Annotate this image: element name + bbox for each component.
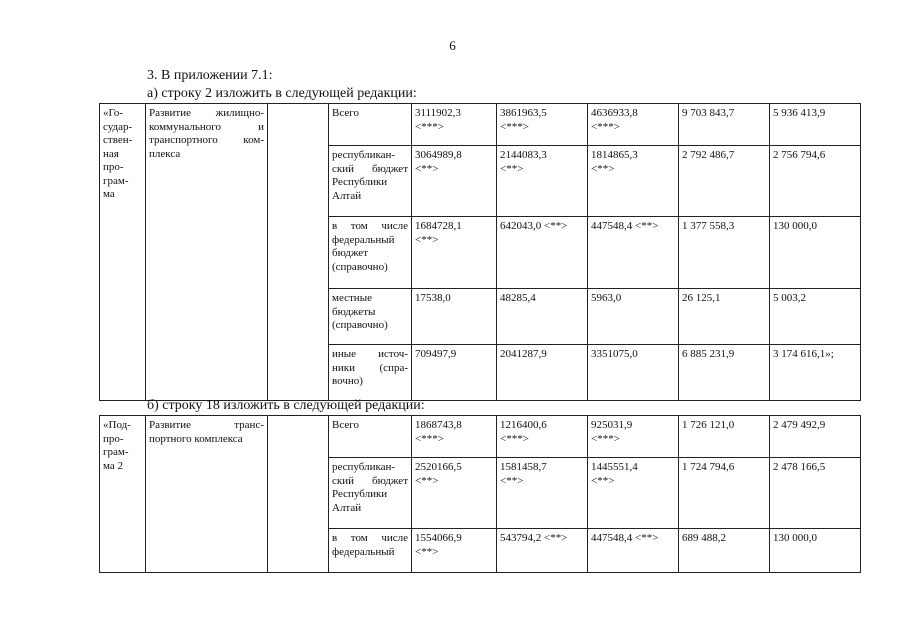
value-cell: 26 125,1 xyxy=(679,289,770,345)
table-row-2 xyxy=(99,103,861,401)
page-number: 6 xyxy=(449,38,456,53)
description-cell xyxy=(146,104,268,401)
cell-line: бюджеты xyxy=(332,305,376,318)
cell-line: Алтай xyxy=(332,501,362,514)
cell-line: 1581458,7 xyxy=(500,461,547,473)
cell-line: 447548,4 <**> xyxy=(591,532,659,544)
cell-line: Алтай xyxy=(332,189,362,202)
cell-line: 543794,2 <**> xyxy=(500,532,568,544)
cell-line: вочно) xyxy=(332,375,363,387)
cell-line: 642043,0 <**> xyxy=(500,220,568,232)
cell-line: <**> xyxy=(500,162,524,175)
cell-line: <***> xyxy=(591,120,620,133)
value-cell: 5 936 413,9 xyxy=(770,104,861,146)
value-cell xyxy=(412,416,497,458)
cell-line: <**> xyxy=(415,233,439,246)
cell-line: Республики xyxy=(332,176,388,188)
cell-line: Республики xyxy=(332,488,388,500)
cell-line: <**> xyxy=(591,474,615,487)
cell-line: <***> xyxy=(500,432,529,445)
cell-line: ствен- xyxy=(103,134,133,146)
table-row xyxy=(100,104,861,146)
cell-line: ма xyxy=(103,188,115,200)
funding-source-cell xyxy=(329,345,412,401)
cell-line: 3064989,8 xyxy=(415,149,462,161)
cell-line: федеральный xyxy=(332,233,395,246)
cell-line: ма 2 xyxy=(103,459,124,472)
cell-line: грам- xyxy=(103,446,129,458)
cell-line: 2041287,9 xyxy=(500,348,547,360)
cell-line: 925031,9 xyxy=(591,419,633,431)
value-cell: 5 003,2 xyxy=(770,289,861,345)
funding-source-cell xyxy=(329,217,412,289)
funding-source-cell xyxy=(329,458,412,529)
value-cell xyxy=(588,146,679,217)
value-cell xyxy=(588,458,679,529)
cell-line: Всего xyxy=(332,419,359,431)
cell-line: <***> xyxy=(415,120,444,133)
cell-line: «Под- xyxy=(103,419,131,431)
cell-line: 17538,0 xyxy=(415,292,451,304)
value-cell: 2 756 794,6 xyxy=(770,146,861,217)
value-cell xyxy=(497,217,588,289)
cell-line: судар- xyxy=(103,120,133,133)
cell-line: (справочно) xyxy=(332,319,388,331)
cell-line: <**> xyxy=(415,162,439,175)
value-cell: 2 478 166,5 xyxy=(770,458,861,529)
cell-line: 3111902,3 xyxy=(415,107,461,119)
value-cell: 2 479 492,9 xyxy=(770,416,861,458)
cell-line: 1554066,9 xyxy=(415,532,462,544)
funding-source-cell xyxy=(329,529,412,573)
cell-line: <***> xyxy=(500,120,529,133)
value-cell: 3 174 616,1»; xyxy=(770,345,861,401)
cell-line: 1814865,3 xyxy=(591,149,638,161)
value-cell: 1 377 558,3 xyxy=(679,217,770,289)
cell-line: 2520166,5 xyxy=(415,461,462,473)
cell-line: 3351075,0 xyxy=(591,348,638,360)
cell-line: Развитие транс- xyxy=(149,419,264,431)
value-cell xyxy=(497,345,588,401)
cell-line: 4636933,8 xyxy=(591,107,638,119)
funding-source-cell xyxy=(329,416,412,458)
value-cell xyxy=(412,217,497,289)
value-cell xyxy=(497,529,588,573)
cell-line: 48285,4 xyxy=(500,292,536,304)
cell-line: 709497,9 xyxy=(415,348,457,360)
cell-line: плекса xyxy=(149,147,181,160)
cell-line: «Го- xyxy=(103,107,124,119)
part-a-heading: а) строку 2 изложить в следующей редакции: xyxy=(147,86,417,101)
cell-line: республикан- xyxy=(332,149,396,161)
value-cell: 1 724 794,6 xyxy=(679,458,770,529)
value-cell: 130 000,0 xyxy=(770,529,861,573)
funding-source-cell xyxy=(329,104,412,146)
funding-source-cell xyxy=(329,289,412,345)
value-cell xyxy=(497,289,588,345)
cell-line: бюджет xyxy=(332,247,368,259)
value-cell xyxy=(412,458,497,529)
cell-line: <***> xyxy=(591,432,620,445)
cell-line: <**> xyxy=(415,474,439,487)
cell-line: 1216400,6 xyxy=(500,419,547,431)
value-cell: 1 726 121,0 xyxy=(679,416,770,458)
section-heading: 3. В приложении 7.1: xyxy=(147,68,273,83)
empty-cell xyxy=(268,104,329,401)
value-cell xyxy=(588,529,679,573)
value-cell xyxy=(497,104,588,146)
description-cell xyxy=(146,416,268,573)
cell-line: (справочно) xyxy=(332,260,388,273)
value-cell xyxy=(412,146,497,217)
cell-line: грам- xyxy=(103,174,129,187)
value-cell xyxy=(588,345,679,401)
value-cell xyxy=(588,289,679,345)
cell-line: ная xyxy=(103,147,119,160)
cell-line: 447548,4 <**> xyxy=(591,220,659,232)
value-cell xyxy=(588,104,679,146)
value-cell xyxy=(588,416,679,458)
value-cell: 6 885 231,9 xyxy=(679,345,770,401)
value-cell xyxy=(588,217,679,289)
cell-line: ники (спра- xyxy=(332,361,408,374)
cell-line: 1868743,8 xyxy=(415,419,462,431)
cell-line: ский бюджет xyxy=(332,162,408,175)
empty-cell xyxy=(268,416,329,573)
program-cell xyxy=(100,104,146,401)
cell-line: <**> xyxy=(415,545,439,558)
value-cell xyxy=(497,416,588,458)
cell-line: <**> xyxy=(591,162,615,175)
cell-line: Развитие жилищно- xyxy=(149,107,264,119)
cell-line: про- xyxy=(103,161,124,173)
cell-line: федеральный xyxy=(332,545,395,558)
cell-line: иные источ- xyxy=(332,348,408,360)
cell-line: портного комплекса xyxy=(149,432,243,445)
program-cell xyxy=(100,416,146,573)
cell-line: транспортного ком- xyxy=(149,134,264,146)
value-cell xyxy=(412,104,497,146)
cell-line: в том числе xyxy=(332,220,408,232)
cell-line: про- xyxy=(103,432,124,445)
value-cell xyxy=(497,146,588,217)
value-cell xyxy=(497,458,588,529)
value-cell: 689 488,2 xyxy=(679,529,770,573)
cell-line: местные xyxy=(332,292,372,304)
part-b-heading: б) строку 18 изложить в следующей редакции: xyxy=(147,398,425,413)
value-cell xyxy=(412,529,497,573)
cell-line: 1445551,4 xyxy=(591,461,638,473)
value-cell xyxy=(412,289,497,345)
cell-line: коммунального и xyxy=(149,120,264,133)
cell-line: ский бюджет xyxy=(332,474,408,487)
cell-line: республикан- xyxy=(332,461,396,473)
cell-line: <***> xyxy=(415,432,444,445)
funding-source-cell xyxy=(329,146,412,217)
cell-line: Всего xyxy=(332,107,359,119)
table-row xyxy=(100,416,861,458)
value-cell: 130 000,0 xyxy=(770,217,861,289)
cell-line: 1684728,1 xyxy=(415,220,462,232)
cell-line: 2144083,3 xyxy=(500,149,547,161)
cell-line: 5963,0 xyxy=(591,292,622,304)
cell-line: <**> xyxy=(500,474,524,487)
cell-line: в том числе xyxy=(332,532,408,544)
value-cell: 9 703 843,7 xyxy=(679,104,770,146)
table-row-18 xyxy=(99,415,861,573)
value-cell: 2 792 486,7 xyxy=(679,146,770,217)
value-cell xyxy=(412,345,497,401)
cell-line: 3861963,5 xyxy=(500,107,547,119)
